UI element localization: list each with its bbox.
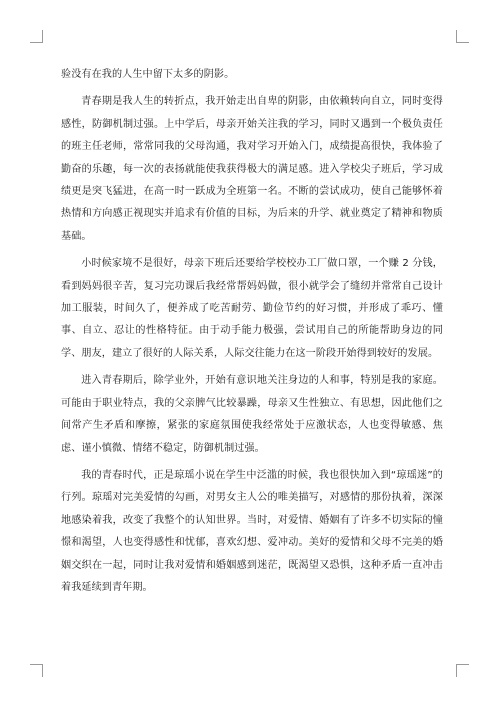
crop-mark-top-left [30,30,43,43]
crop-mark-bottom-right [456,664,469,677]
document-body [61,64,443,599]
crop-mark-bottom-left [30,664,43,677]
paragraph-qiongyao-novels: 我的青春时代，正是琼瑶小说在学生中泛滥的时候，我也很快加入到“琼瑶迷”的行列。琼瑶对完美爱情的勾画，对男女主人公的唯美描写，对感情的那份执着，深深地感染着我，改变了我整个的认知世界。当时，对爱情、婚姻有了许多不切实际的憧憬和渴望，人也变得感性和忧郁，喜欢幻想、爱冲动。美好的爱情和父母不完美的婚姻交织在一起，同时让我对爱情和婚姻感到迷茫，既渴望又恐惧，这种矛盾一直冲击着我延续到青年期。 [61,469,443,593]
paragraph-family-environment: 进入青春期后，除学业外，开始有意识地关注身边的人和事，特别是我的家庭。可能由于职业特点，我的父亲脾气比较暴躁，母亲又生性独立、有思想，因此他们之间常产生矛盾和摩擦，紧张的家庭氛围使我经常处于应激状态，人也变得敏感、焦虑、谨小慎微、情绪不稳定，防御机制过强。 [61,375,443,454]
paragraph-childhood-family: 小时候家境不是很好，母亲下班后还要给学校校办工厂做口罩，一个赚 2 分钱，看到妈妈很辛苦，复习完功课后我经常帮妈妈做，很小就学会了缝纫并常常自己设计加工服装，时间久了，便养成了吃苦耐劳、勤俭节约的好习惯，并形成了乖巧、懂事、自立、忍让的性格特征。由于动手能力极强，尝试用自己的所能帮助身边的同学、朋友，建立了很好的人际关系，人际交往能力在这一阶段开始得到较好的发展。 [61,258,443,359]
crop-mark-top-right [456,30,469,43]
paragraph-adolescence-turning-point: 青春期是我人生的转折点，我开始走出自卑的阴影，由依赖转向自立，同时变得感性，防御机制过强。上中学后，母亲开始关注我的学习，同时又遇到一个极负责任的班主任老师，常常同我的父母沟通，我对学习开始入门，成绩提高很快，我体验了勤奋的乐趣，每一次的表扬就能使我获得极大的满足感。进入学校尖子班后，学习成绩更是突飞猛进，在高一时一跃成为全班第一名。不断的尝试成功，使自己能够怀着热情和方向感正视现实并追求有价值的目标，为后来的升学、就业奠定了精神和物质基础。 [61,96,443,242]
paragraph-continuation: 验没有在我的人生中留下太多的阴影。 [61,69,235,80]
